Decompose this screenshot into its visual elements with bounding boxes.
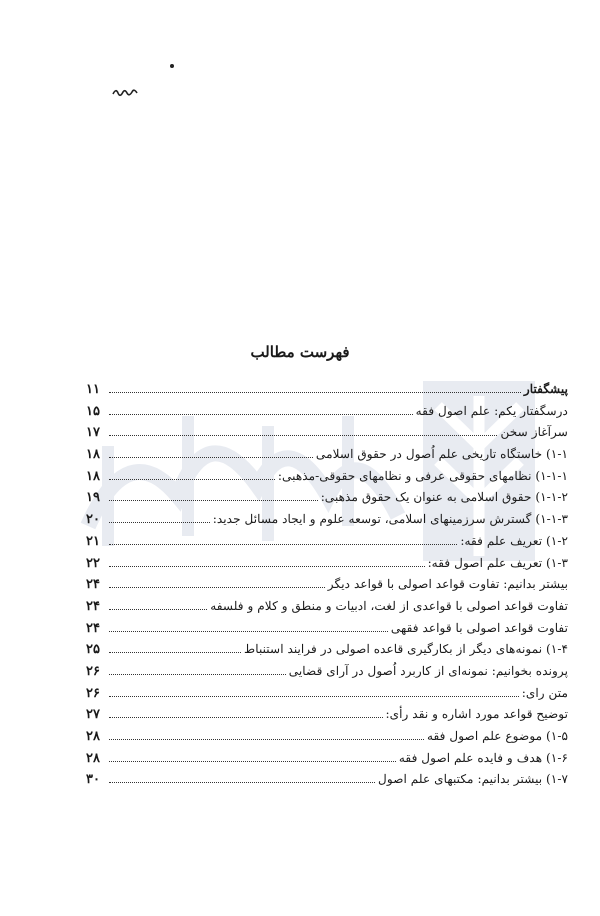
toc-entry [86,444,568,466]
dot-leader [109,600,207,610]
toc-entry-page-number: ۲۴ [86,598,100,614]
dot-leader [109,687,519,697]
toc-entry [86,487,568,509]
dot-icon [170,64,174,68]
toc-entry-page-number: ۲۰ [86,512,100,528]
toc-entry-title: ۱-۱) خاستگاه تاریخی علم اُصول در حقوق اسلامی [315,447,568,462]
toc-entry-title: ۱-۳) تعریف علم اصول فقه: [427,555,568,570]
toc-entry-page-number: ۱۹ [86,490,100,506]
dot-leader [109,578,325,588]
toc-entry-title: ۱-۱-۲) حقوق اسلامی به عنوان یک حقوق مذهبی: [320,490,568,505]
dot-leader [109,752,396,762]
toc-entry-title: تفاوت قواعد اصولی با قواعد فقهی [390,620,568,635]
toc-entry-title: درسگفتار یکم: علم اصول فقه [415,403,568,418]
toc-entry-title: ۱-۶) هدف و فایده علم اصول فقه [398,750,568,765]
toc-entry [86,596,568,618]
toc-entry [86,466,568,488]
toc-entry [86,726,568,748]
dot-leader [109,665,286,675]
toc-entry-title: توضیح قواعد مورد اشاره و نقد رأی: [385,707,568,722]
toc-entry-title: ۱-۴) نمونه‌های دیگر از بکارگیری قاعده اصولی در فرایند استنباط [243,642,568,657]
toc-entry-page-number: ۲۱ [86,533,100,549]
dot-leader [109,773,375,783]
toc-entry-title: پیشگفتار [523,382,568,396]
toc-entry-title: متن رای: [521,685,568,700]
toc-entry-page-number: ۲۶ [86,663,100,679]
toc-entry [86,574,568,596]
dot-leader [109,405,413,415]
toc-entry-page-number: ۲۶ [86,685,100,701]
toc-entry-title: ۱-۱-۳) گسترش سرزمینهای اسلامی، توسعه علوم و ایجاد مسائل جدید: [212,512,568,527]
toc-entry-page-number: ۲۴ [86,620,100,636]
toc-entry [86,769,568,791]
dot-leader [109,535,457,545]
toc-entry-page-number: ۳۰ [86,772,100,788]
dot-leader [109,383,521,393]
handwritten-mark-icon [112,86,138,98]
toc-entry-page-number: ۱۸ [86,468,100,484]
dot-leader [109,491,318,501]
dot-leader [109,643,241,653]
toc-entry [86,422,568,444]
toc-entry [86,704,568,726]
dot-leader [109,426,497,436]
toc-entry-page-number: ۲۲ [86,555,100,571]
toc-entry [86,401,568,423]
toc-entry-page-number: ۲۸ [86,729,100,744]
toc-entry [86,683,568,705]
toc-entry [86,618,568,640]
dot-leader [109,730,424,740]
dot-leader [109,622,388,632]
table-of-contents [86,379,568,791]
toc-entry [86,639,568,661]
toc-entry [86,748,568,770]
toc-entry-page-number: ۲۷ [86,707,100,723]
toc-entry-page-number: ۲۵ [86,642,100,658]
toc-entry-title: ۱-۷) بیشتر بدانیم: مکتبهای علم اصول [378,772,568,787]
toc-entry-title: تفاوت قواعد اصولی با قواعدی از لغت، ادبیات و منطق و کلام و فلسفه [210,598,568,613]
toc-entry-page-number: ۲۸ [86,750,100,766]
toc-entry-title: پرونده بخوانیم: نمونه‌ای از کاربرد اُصول در آرای قضایی [288,663,568,678]
toc-entry-page-number: ۱۵ [86,403,100,419]
toc-entry-title: ۱-۲) تعریف علم فقه: [460,533,568,548]
toc-entry-title: ۱-۱-۱) نظامهای حقوقی عرفی و نظامهای حقوقی-مذهبی: [277,468,568,483]
dot-leader [109,448,313,458]
toc-entry [86,379,568,401]
toc-entry-title: بیشتر بدانیم: تفاوت قواعد اصولی با قواعد دیگر [327,577,568,592]
toc-entry [86,553,568,575]
toc-entry-title: سرآغاز سخن [500,425,568,440]
toc-entry [86,661,568,683]
dot-leader [109,470,275,480]
toc-entry-title: ۱-۵) موضوع علم اصول فقه [426,729,568,743]
page-header-marks [0,0,600,140]
page-title: فهرست مطالب [250,343,350,361]
dot-leader [109,513,210,523]
dot-leader [109,708,383,718]
toc-entry-page-number: ۱۷ [86,425,100,441]
toc-entry-page-number: ۲۴ [86,577,100,593]
toc-entry [86,509,568,531]
toc-entry-page-number: ۱۱ [86,382,100,397]
dot-leader [109,557,425,567]
toc-entry [86,531,568,553]
toc-entry-page-number: ۱۸ [86,447,100,463]
